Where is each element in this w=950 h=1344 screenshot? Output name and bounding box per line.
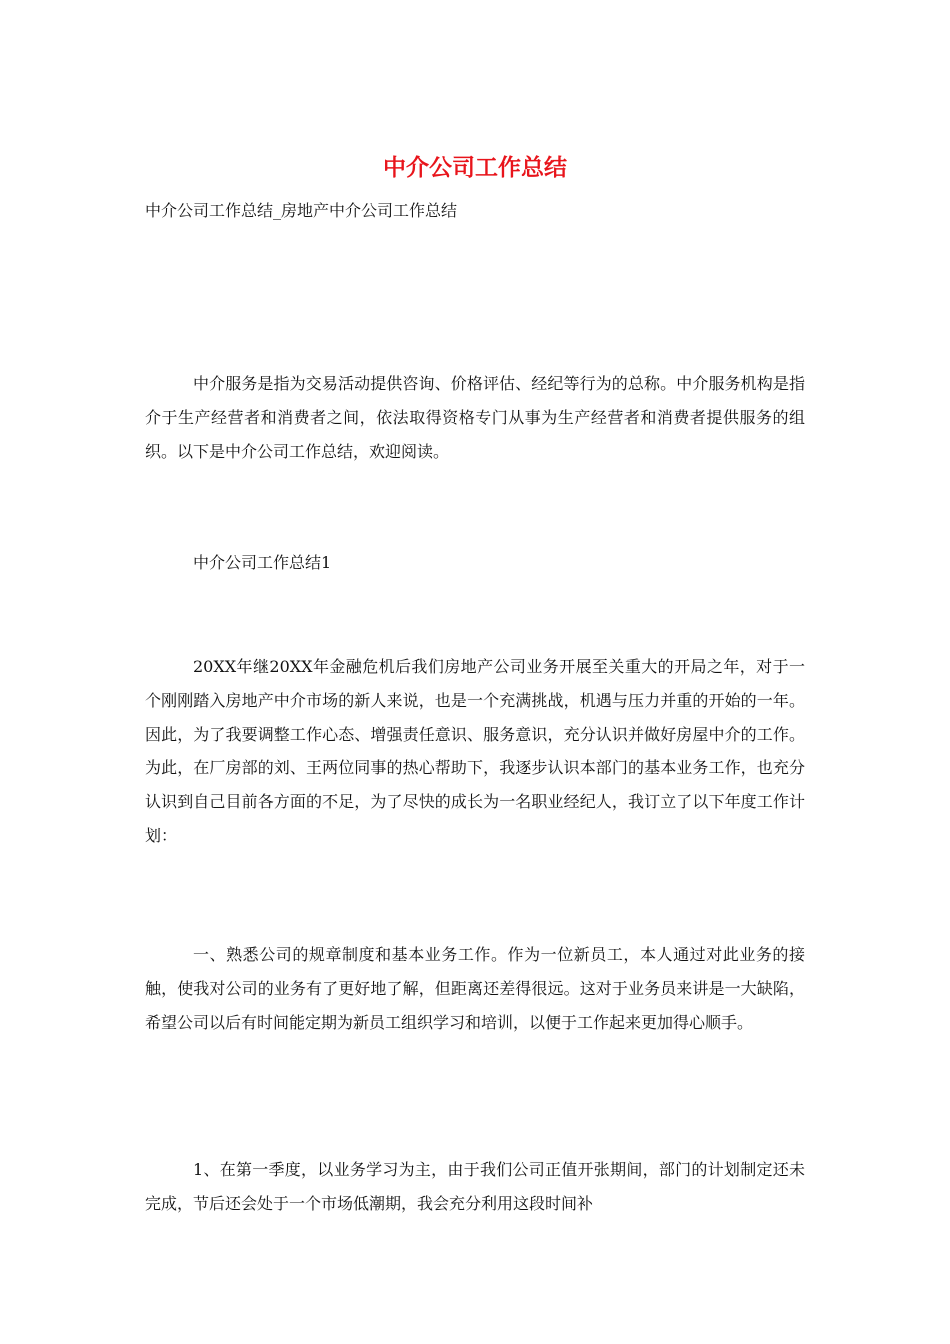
intro-paragraph: 中介服务是指为交易活动提供咨询、价格评估、经纪等行为的总称。中介服务机构是指介于生产经营者和消费者之间，依法取得资格专门从事为生产经营者和消费者提供服务的组织。以下是中介公司工作总结，欢迎阅读。: [145, 374, 805, 461]
document-subtitle: 中介公司工作总结_房地产中介公司工作总结: [145, 201, 458, 220]
body-paragraph: 20XX年继20XX年金融危机后我们房地产公司业务开展至关重大的开局之年，对于一个刚刚踏入房地产中介市场的新人来说，也是一个充满挑战，机遇与压力并重的开始的一年。因此，为了我要调整工作心态、增强责任意识、服务意识，充分认识并做好房屋中介的工作。为此，在厂房部的刘、王两位同事的热心帮助下，我逐步认识本部门的基本业务工作，也充分认识到自己目前各方面的不足，为了尽快的成长为一名职业经纪人，我订立了以下年度工作计划：: [145, 657, 805, 845]
section-heading: 中介公司工作总结1: [193, 553, 332, 572]
document-title: 中介公司工作总结: [383, 154, 567, 181]
body-paragraph: 一、熟悉公司的规章制度和基本业务工作。作为一位新员工，本人通过对此业务的接触，使我对公司的业务有了更好地了解，但距离还差得很远。这对于业务员来讲是一大缺陷，希望公司以后有时间能定期为新员工组织学习和培训，以便于工作起来更加得心顺手。: [145, 945, 805, 1032]
body-paragraph: 1、在第一季度，以业务学习为主，由于我们公司正值开张期间，部门的计划制定还未完成，节后还会处于一个市场低潮期，我会充分利用这段时间补: [145, 1160, 805, 1213]
